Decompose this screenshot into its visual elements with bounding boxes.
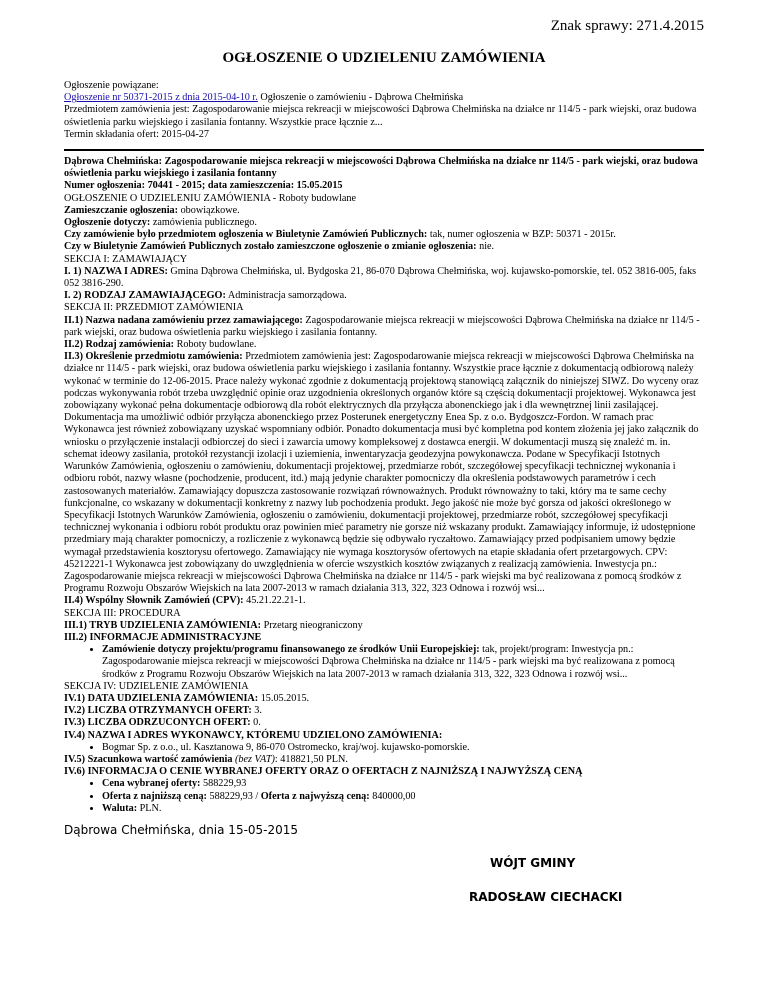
contracting-authority-address: I. 1) NAZWA I ADRES: Gmina Dąbrowa Chełmińska, ul. Bydgoska 21, 86-070 Dąbrowa Chełmińska, woj. kujawsko-pomorskie, tel. 052 3816-005, faks 052 3816-290. [64, 265, 697, 290]
contract-kind: II.2) Rodzaj zamówienia: Roboty budowlane. [64, 339, 257, 351]
eu-funding-item: • Zamówienie dotyczy projektu/programu finansowanego ze środków Unii Europejskiej: tak, projekt/program: Inwestycja pn.: Zagospodarowanie miejsca rekreacji w miejscowości Dąbrowa Chełmińska na działce nr 114/5 - park wiejski ma być realizowana z pomocą środków z Programu Rozwoju Obszarów Wiejskich na lata 2007-2013 w ramach działania 313, 322, 323 Odnowa i rozwój wsi... [102, 644, 704, 681]
price-range-item: • Oferta z najniższą ceną: 588229,93 / Oferta z najwyższą ceną: 840000,00 [102, 791, 704, 803]
estimated-value: IV.5) Szacunkowa wartość zamówienia (bez VAT): 418821,50 PLN. [64, 753, 348, 765]
notice-bzp: Czy zamówienie było przedmiotem ogłoszenia w Biuletynie Zamówień Publicznych: tak, numer ogłoszenia w BZP: 50371 - 2015r. [64, 229, 616, 241]
related-label: Ogłoszenie powiązane: [64, 80, 159, 91]
notice-heading: Dąbrowa Chełmińska: Zagospodarowanie miejsca rekreacji w miejscowości Dąbrowa Chełmińska na działce nr 114/5 - park wiejski, oraz budowa oświetlenia parku wiejskiego i zasilania fontanny [64, 156, 698, 180]
procedure-mode: III.1) TRYB UDZIELENIA ZAMÓWIENIA: Przetarg nieograniczony [64, 619, 363, 631]
price-info-heading: IV.6) INFORMACJA O CENIE WYBRANEJ OFERTY ORAZ O OFERTACH Z NAJNIŻSZĄ I NAJWYŻSZĄ CENĄ [64, 766, 583, 778]
offers-received: IV.2) LICZBA OTRZYMANYCH OFERT: 3. [64, 705, 262, 717]
offers-rejected: IV.3) LICZBA ODRZUCONYCH OFERT: 0. [64, 717, 261, 729]
case-reference: Znak sprawy: 271.4.2015 [550, 18, 704, 34]
admin-info-list [64, 644, 704, 681]
divider [64, 149, 704, 151]
contract-description: II.3) Określenie przedmiotu zamówienia: Przedmiotem zamówienia jest: Zagospodarowanie miejsca rekreacji w miejscowości Dąbrowa Chełmińska na działce nr 114/5 - park wiejski, oraz budowa oświetlenia parku wiejskiego i zasilania fontanny. Wszystkie prace łącznie z dokumentacją odbiorową należy wykonać w terminie do 12-06-2015. Prace należy wykonać zgodnie z dokumentacją projektową stanowiącą załącznik do niniejszej SIWZ. Do wyceny oraz podczas wykonywania robót trzeba uwzględnić opinie oraz uzgodnienia określonych organów które są częścią dokumentacji projektowej. Wykonawca jest zobowiązany wykonać pełna dokumentacje odbiorową dla robót elektrycznych dla przyłącza abonenckiego jak i dla wewnętrznej linii zasilającej. Dokumentacja ma umożliwić odbiór przyłącza abonenckiego przez Posterunek energetyczny Enea Sp. z o.o. Bydgoszcz-Fordon. W ramach prac Wykonawca jest również zobowiązany uzyskać wspomniany odbiór. Ponadto dokumentacja musi być kompletna pod kontem złożenia jej jako załącznik do wniosku o przyłączenie instalacji odbiorczej do sieci i zawarcia umowy kompleksowej z dostawca energii. W dokumentacji muszą się znaleźć m. in. schemat ideowy zasilania, protokół rezystancji izolacji i uziemienia, inwentaryzacja geodezyjna powykonawcza. Podane w Specyfikacji Istotnych Warunków Zamówienia, ogłoszeniu o zamówieniu, dokumentacji projektowej, przedmiarze robót, szczegółowej specyfikacji technicznej wykonania i odbioru robót, nazwy własne (pochodzenie, producent, itd.) mają jedynie charakter pomocniczy dla określenia podstawowych parametrów i cech zastosowanych materiałów. Zamawiający dopuszcza zastosowanie rozwiązań równoważnych. Produkt równoważny to taki, który ma te same cechy funkcjonalne, co wskazany w dokumentacji konkretny z nazwy lub pochodzenia produkt. Jego jakość nie może być gorsza od jakości określonego w Specyfikacji Istotnych Warunków Zamówienia, ogłoszeniu o zamówieniu, dokumentacji projektowej, przedmiarze robót, szczegółowej specyfikacji technicznej wykonania i odbioru robót produktu oraz powinien mieć parametry nie gorsze niż wskazany produkt. Zamawiający informuje, iż udostępnione przedmiary mają charakter pomocniczy, a rozliczenie z wykonawcą będzie się odbywało ryczałtowo. Zamawiający przed podpisaniem umowy będzie wymagał przedstawienia kosztorysu ofertowego. Zamawiający nie wymaga kosztorysów ofertowych na etapie składania ofert przetargowych. CPV: 45212221-1 Wykonawca jest zobowiązany do uwzględnienia w ofercie wszystkich kosztów związanych z realizacją zamówienia. Inwestycja pn.: Zagospodarowanie miejsca rekreacji w miejscowości Dąbrowa Chełmińska na działce nr 114/5 - park wiejski ma być realizowana z pomocą środków z Programu Rozwoju Obszarów Wiejskich na lata 2007-2013 w ramach działania 313, 322, 323 Odnowa i rozwój wsi... [64, 351, 699, 595]
contractor-list [64, 742, 704, 754]
document-title: OGŁOSZENIE O UDZIELENIU ZAMÓWIENIA [222, 50, 546, 66]
contractor-item: • Bogmar Sp. z o.o., ul. Kasztanowa 9, 86-070 Ostromecko, kraj/woj. kujawsko-pomorskie. [102, 742, 704, 754]
notice-number: Numer ogłoszenia: 70441 - 2015; data zamieszczenia: 15.05.2015 [64, 180, 343, 192]
currency-item: • Waluta: PLN. [102, 803, 704, 815]
notice-change: Czy w Biuletynie Zamówień Publicznych zostało zamieszczone ogłoszenie o zmianie ogłoszenia: nie. [64, 241, 495, 253]
contract-cpv: II.4) Wspólny Słownik Zamówień (CPV): 45.21.22.21-1. [64, 595, 306, 607]
contractor-heading: IV.4) NAZWA I ADRES WYKONAWCY, KTÓREMU UDZIELONO ZAMÓWIENIA: [64, 729, 443, 741]
contract-name: II.1) Nazwa nadana zamówieniu przez zamawiającego: Zagospodarowanie miejsca rekreacji w miejscowości Dąbrowa Chełmińska na działce nr 114/5 - park wiejski, oraz budowa oświetlenia parku wiejskiego i zasilania fontanny. [64, 314, 700, 338]
related-deadline: Termin składania ofert: 2015-04-27 [64, 128, 209, 140]
section-2-heading: SEKCJA II: PRZEDMIOT ZAMÓWIENIA [64, 302, 244, 314]
related-description: Przedmiotem zamówienia jest: Zagospodarowanie miejsca rekreacji w miejscowości Dąbrowa Chełmińska na działce nr 114/5 - park wiejski, oraz budowa oświetlenia parku wiejskiego i zasilania fontanny. Wszystkie prace łącznie z... [64, 104, 697, 128]
signer-title: WÓJT GMINY [490, 856, 576, 870]
notice-concerns: Ogłoszenie dotyczy: zamówienia publicznego. [64, 217, 257, 229]
price-list [64, 778, 704, 815]
related-notice-link[interactable]: Ogłoszenie nr 50371-2015 z dnia 2015-04-10 r. [64, 92, 258, 104]
notice-mandatory: Zamieszczanie ogłoszenia: obowiązkowe. [64, 204, 240, 216]
related-after: Ogłoszenie o zamówieniu - Dąbrowa Chełmińska [257, 92, 464, 104]
section-3-heading: SEKCJA III: PROCEDURA [64, 607, 181, 619]
related-notice [64, 80, 704, 141]
document-body [64, 80, 704, 815]
contracting-authority-kind: I. 2) RODZAJ ZAMAWIAJĄCEGO: Administracja samorządowa. [64, 290, 347, 302]
section-4-heading: SEKCJA IV: UDZIELENIE ZAMÓWIENIA [64, 680, 249, 692]
chosen-price-item: • Cena wybranej oferty: 588229,93 [102, 778, 704, 790]
place-and-date: Dąbrowa Chełmińska, dnia 15-05-2015 [64, 823, 299, 837]
section-1-heading: SEKCJA I: ZAMAWIAJĄCY [64, 253, 188, 265]
related-line [64, 92, 704, 104]
admin-info: III.2) INFORMACJE ADMINISTRACYJNE [64, 631, 262, 643]
award-date: IV.1) DATA UDZIELENIA ZAMÓWIENIA: 15.05.2015. [64, 692, 310, 704]
notice-type: OGŁOSZENIE O UDZIELENIU ZAMÓWIENIA - Roboty budowlane [64, 192, 356, 204]
signer-name: RADOSŁAW CIECHACKI [469, 890, 623, 904]
